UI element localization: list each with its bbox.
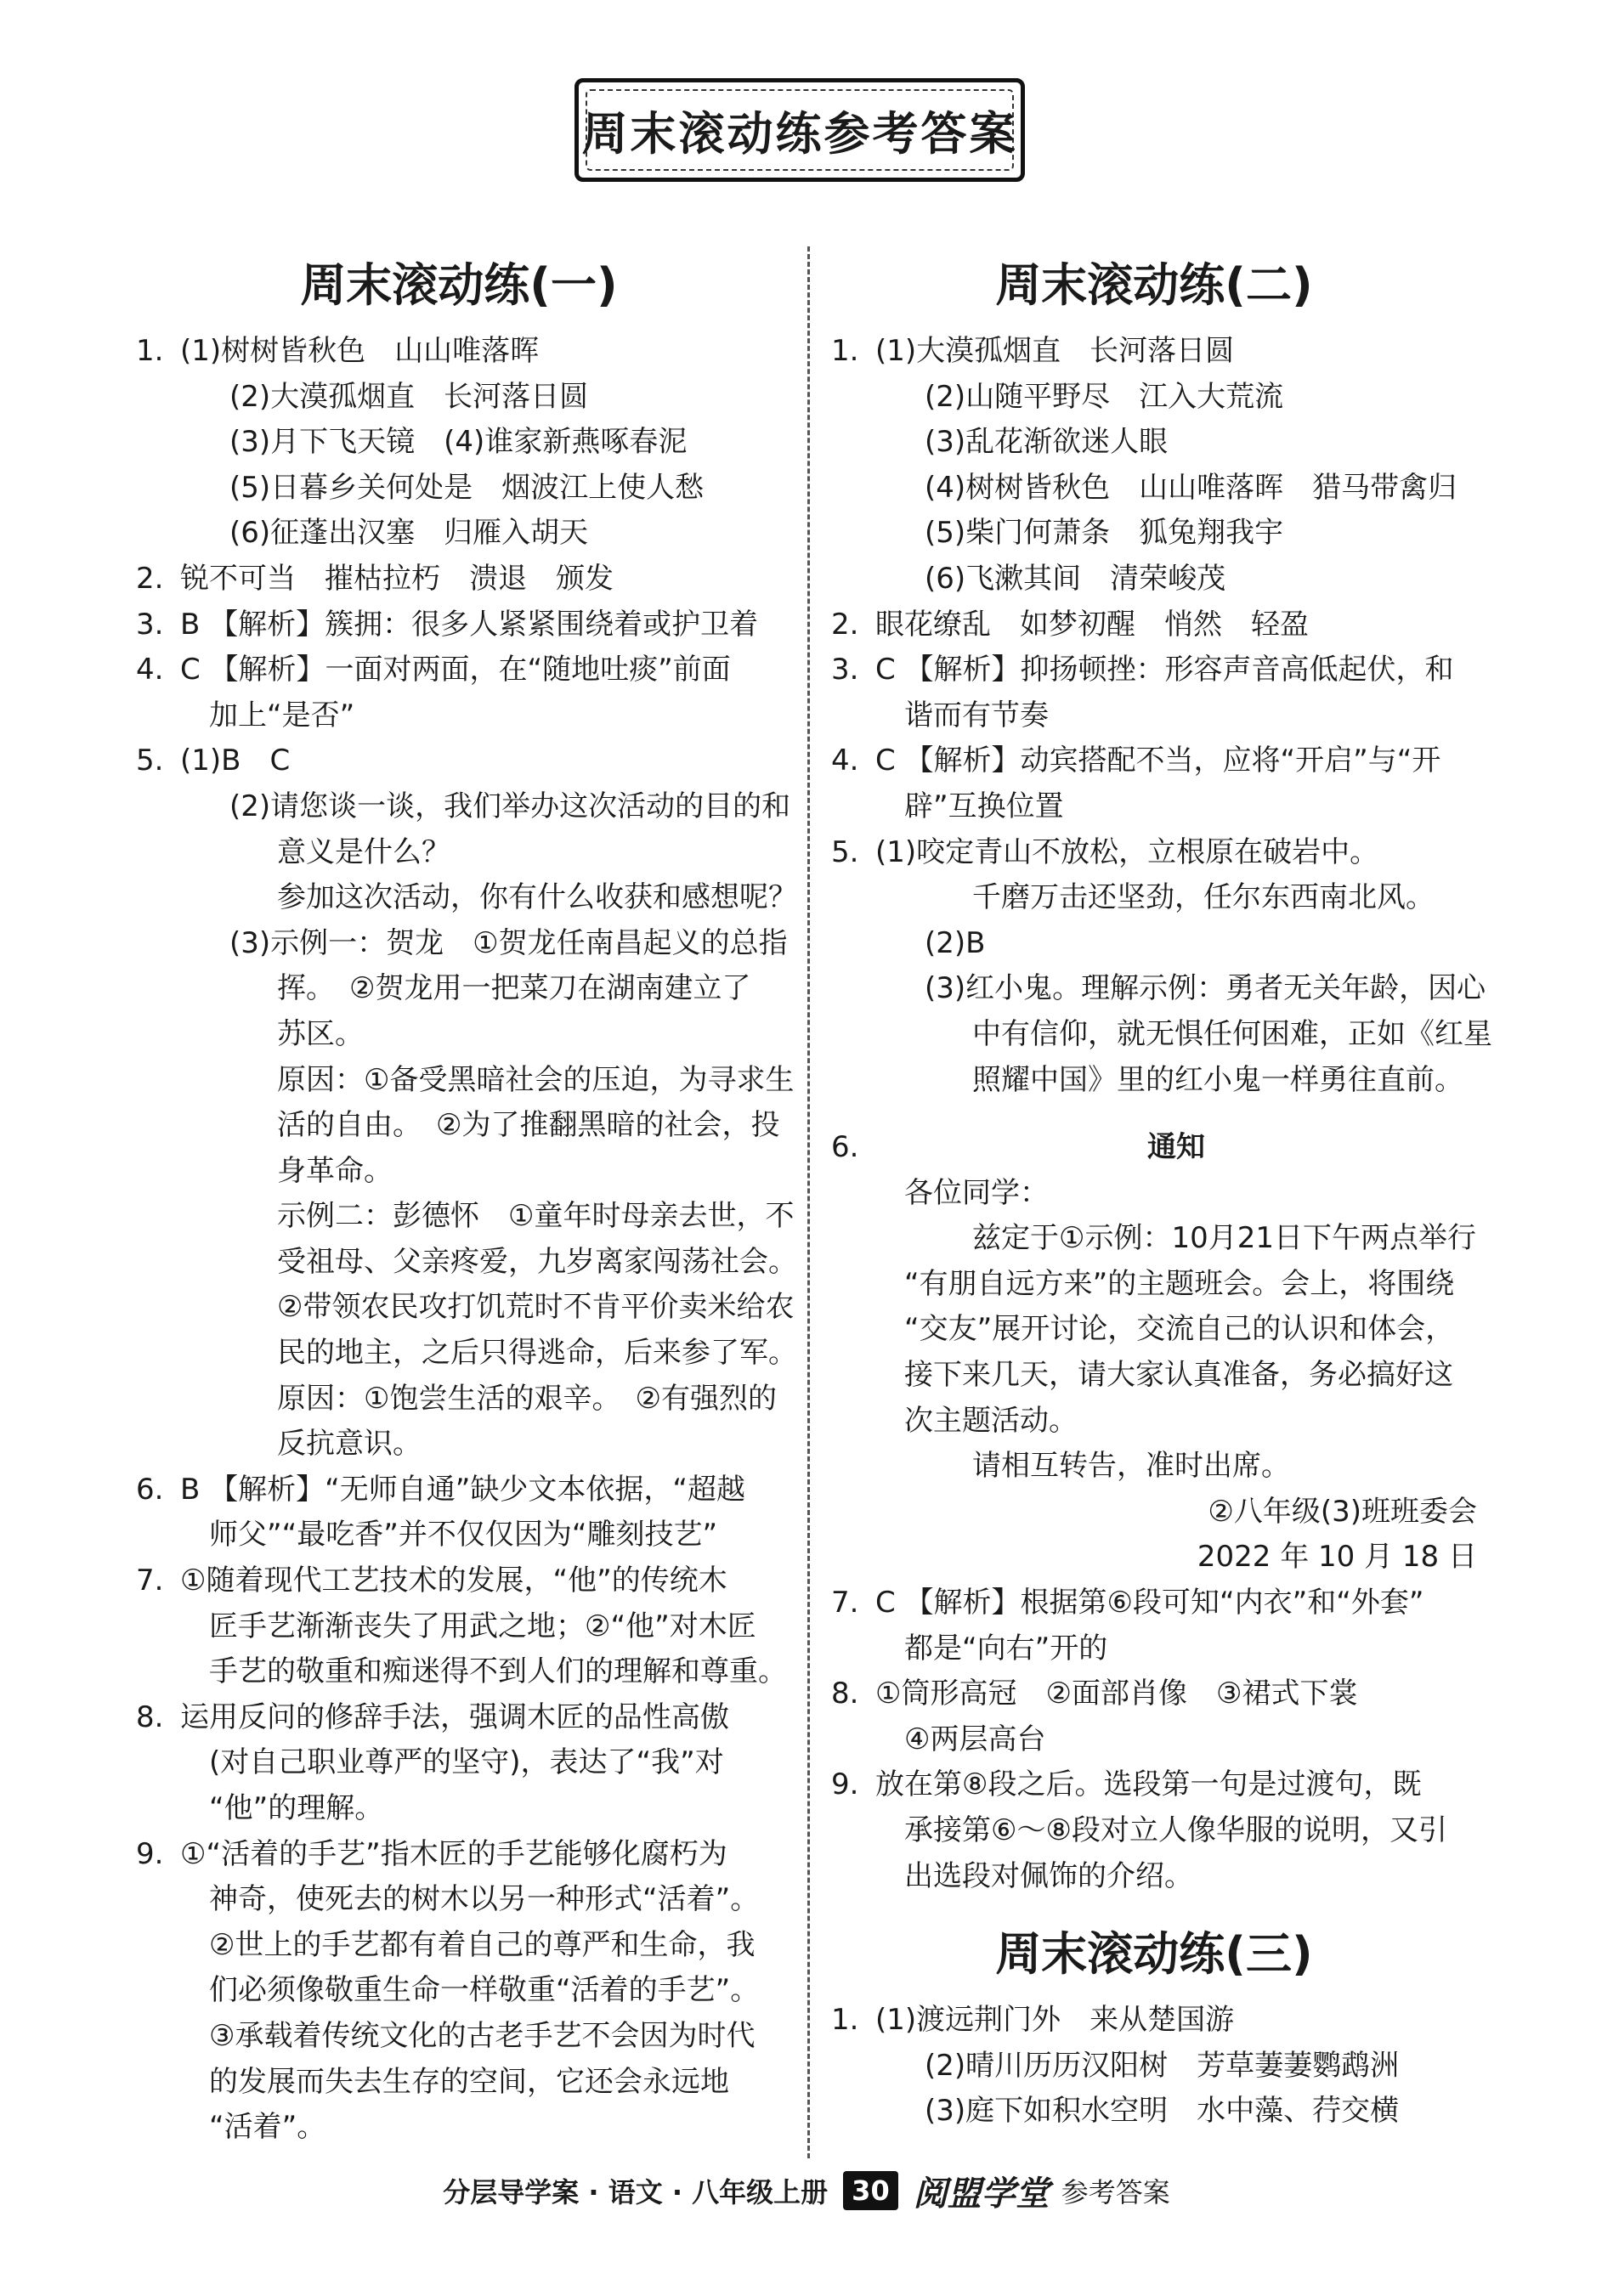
answer-text: (2)大漠孤烟直 长河落日圆 [229, 379, 589, 414]
answer-text: 反抗意识。 [277, 1427, 422, 1462]
answer-text: (3)庭下如积水空明 水中藻、荇交横 [925, 2094, 1400, 2129]
answer-text: (5)日暮乡关何处是 烟波江上使人愁 [229, 470, 705, 505]
question-number: 9. [136, 1836, 164, 1871]
answer-text: “交友”展开讨论，交流自己的认识和体会， [904, 1312, 1455, 1347]
question-number [136, 1786, 180, 1832]
answer-text: 们必须像敬重生命一样敬重“活着的手艺”。 [209, 1973, 760, 2008]
question-number [136, 1649, 180, 1695]
question-number: 5. [136, 744, 164, 778]
answer-text: B 【解析】簇拥：很多人紧紧围绕着或护卫着 [180, 607, 759, 642]
section-3-answers [831, 1998, 1477, 2135]
answer-text: 神奇，使死去的树木以另一种形式“活着”。 [209, 1882, 760, 1917]
answer-text: (6)征蓬出汉塞 归雁入胡天 [229, 516, 589, 551]
answer-line [136, 1422, 782, 1468]
answer-line [831, 830, 1477, 876]
answer-line [136, 420, 782, 466]
answer-text: 运用反问的修辞手法，强调木匠的品性高傲 [180, 1699, 729, 1734]
question-number: 7. [136, 1564, 164, 1598]
question-number [831, 557, 875, 602]
question-number: 1. [136, 334, 164, 368]
banner [574, 78, 1025, 182]
column-divider [807, 246, 810, 2158]
question-number [136, 2060, 180, 2106]
answer-text: 照耀中国》里的红小鬼一样勇往直前。 [972, 1062, 1463, 1097]
answer-line [831, 2044, 1477, 2090]
question-number [831, 784, 875, 830]
footer-answer-label: 参考答案 [1061, 2176, 1170, 2208]
question-number: 5. [831, 834, 859, 869]
question-number [136, 1604, 180, 1650]
question-number [831, 2044, 875, 2090]
section-title-3: 周末滚动练(三) [995, 1927, 1313, 1982]
answer-text: (1)咬定青山不放松，立根原在破岩中。 [875, 834, 1379, 869]
answer-line [136, 2014, 782, 2060]
answer-line [136, 693, 782, 739]
question-number [831, 693, 875, 739]
question-number [831, 1307, 875, 1353]
answer-line [831, 2089, 1477, 2135]
question-number [831, 466, 875, 512]
answer-line [136, 1149, 782, 1195]
answer-text: ④两层高台 [904, 1722, 1046, 1756]
answer-line [831, 1626, 1477, 1672]
answer-text: “活着”。 [209, 2110, 326, 2145]
question-number: 4. [831, 744, 859, 778]
answer-line [831, 1762, 1477, 1808]
question-number [136, 1285, 180, 1331]
question-number [136, 1968, 180, 2014]
question-number [831, 1353, 875, 1399]
question-number [136, 2105, 180, 2151]
question-number [136, 693, 180, 739]
answer-line [136, 1240, 797, 1286]
question-number [831, 1717, 875, 1763]
answer-line [136, 1377, 782, 1422]
answer-text: (2)请您谈一谈，我们举办这次活动的目的和 [229, 789, 791, 823]
question-number [831, 1058, 875, 1104]
question-number: 2. [831, 607, 859, 642]
answer-line [136, 648, 782, 693]
answer-line [136, 511, 782, 557]
answer-line [831, 1717, 1477, 1763]
question-number [831, 375, 875, 421]
answer-line [136, 466, 782, 512]
answer-line [831, 466, 1477, 512]
answer-line [831, 738, 1477, 784]
answer-text: 谐而有节奏 [904, 698, 1049, 732]
answer-text: (1)渡远荆门外 来从楚国游 [875, 2003, 1235, 2038]
answer-line [136, 602, 782, 648]
question-number [136, 2014, 180, 2060]
answer-line [831, 693, 1477, 739]
question-number [136, 1877, 180, 1923]
answer-line [136, 1468, 782, 1513]
answer-line [831, 1671, 1477, 1717]
answer-text: 民的地主，之后只得逃命，后来参了军。 [277, 1336, 797, 1371]
question-number [136, 921, 180, 967]
answer-line [136, 1923, 782, 1969]
question-number [831, 1854, 875, 1900]
answer-line [831, 1444, 1477, 1490]
answer-text: 加上“是否” [209, 698, 355, 732]
answer-text: “他”的理解。 [209, 1791, 384, 1825]
answer-line [136, 830, 782, 876]
answer-text: (2)晴川历历汉阳树 芳草萋萋鹦鹉洲 [925, 2048, 1400, 2083]
question-number: 3. [136, 607, 164, 642]
question-number [831, 511, 875, 557]
answer-text: 中有信仰，就无惧任何困难，正如《红星 [972, 1016, 1492, 1051]
answer-line [136, 784, 791, 830]
answer-line [136, 1194, 795, 1240]
answer-line [831, 875, 1477, 921]
question-number [831, 1012, 875, 1058]
answer-text: 锐不可当 摧枯拉朽 溃退 颁发 [180, 561, 614, 596]
question-number: 8. [831, 1677, 859, 1711]
banner-title: 周末滚动练参考答案 [581, 106, 1018, 161]
question-number [831, 921, 875, 967]
answer-text: (6)飞漱其间 清荣峻茂 [925, 561, 1226, 596]
answer-line [136, 329, 782, 375]
answer-line [831, 1581, 1477, 1626]
answer-text: (3)乱花渐欲迷人眼 [925, 425, 1169, 460]
answer-line [831, 1125, 1477, 1171]
question-number [831, 1171, 875, 1217]
answer-line [136, 1331, 797, 1377]
question-number [136, 1103, 180, 1149]
answer-text: 参加这次活动，你有什么收获和感想呢？ [277, 880, 797, 915]
question-number [136, 1740, 180, 1786]
section-title-1: 周末滚动练(一) [300, 258, 618, 312]
answer-text: ③承载着传统文化的古老手艺不会因为时代 [209, 2018, 756, 2053]
answer-line [136, 1877, 782, 1923]
answer-line [831, 511, 1477, 557]
question-number [136, 1923, 180, 1969]
answer-line [831, 1808, 1477, 1854]
brand-logo-text: 阅盟学堂 [913, 2174, 1050, 2214]
answer-line [831, 966, 1486, 1012]
answer-line [831, 784, 1477, 830]
answer-line [831, 602, 1477, 648]
answer-text: 师父”“最吃香”并不仅仅因为“雕刻技艺” [209, 1518, 718, 1552]
section-title-2: 周末滚动练(二) [995, 258, 1313, 312]
question-number [831, 1444, 875, 1490]
answer-line [831, 1535, 1477, 1581]
answer-line [136, 557, 782, 602]
answer-text: 2022 年 10 月 18 日 [1197, 1540, 1477, 1575]
answer-line [136, 375, 782, 421]
question-number [136, 830, 180, 876]
answer-text: 出选段对佩饰的介绍。 [904, 1858, 1193, 1893]
answer-text: 都是“向右”开的 [904, 1631, 1108, 1665]
answer-line [831, 1399, 1477, 1445]
answer-text: 各位同学： [904, 1175, 1049, 1210]
answer-line [831, 420, 1477, 466]
answer-text: C 【解析】一面对两面，在“随地吐痰”前面 [180, 653, 731, 687]
question-number [136, 1240, 180, 1286]
answer-text: ②带领农民攻打饥荒时不肯平价卖米给农 [277, 1290, 795, 1325]
spacer [831, 1103, 1477, 1125]
question-number: 1. [831, 2003, 859, 2038]
question-number [831, 420, 875, 466]
answer-line [831, 1262, 1477, 1308]
answer-text: 放在第⑧段之后。选段第一句是过渡句，既 [875, 1767, 1422, 1802]
question-number: 3. [831, 653, 859, 687]
answer-text: (3)红小鬼。理解示例：勇者无关年龄，因心 [925, 971, 1486, 1006]
answer-text: 原因：①备受黑暗社会的压迫，为寻求生 [277, 1062, 795, 1097]
answer-line [831, 1353, 1477, 1399]
answer-text: 兹定于①示例：10月21日下午两点举行 [972, 1221, 1477, 1256]
answer-line [136, 921, 788, 967]
answer-text: C 【解析】根据第⑥段可知“内衣”和“外套” [875, 1586, 1424, 1620]
answer-text: (4)树树皆秋色 山山唯落晖 猎马带禽归 [925, 470, 1457, 505]
question-number [136, 1012, 180, 1058]
answer-line [831, 1854, 1477, 1900]
answer-line [831, 1012, 1492, 1058]
question-number [136, 1058, 180, 1104]
answer-line [831, 1307, 1477, 1353]
answer-line [136, 1695, 782, 1741]
question-number: 6. [831, 1130, 859, 1165]
answer-text: (3)示例一：贺龙 ①贺龙任南昌起义的总指 [229, 925, 788, 960]
question-number [831, 1535, 875, 1581]
answer-line [136, 1968, 782, 2014]
answer-text: 千磨万击还坚劲，任尔东西南北风。 [972, 880, 1435, 915]
answer-text: 次主题活动。 [904, 1403, 1078, 1438]
answer-line [831, 1171, 1477, 1217]
footer-book-title: 分层导学案 · 语文 · 八年级上册 [443, 2176, 829, 2208]
answer-text: ①筒形高冠 ②面部肖像 ③裙式下裳 [875, 1677, 1358, 1711]
page-number: 30 [843, 2171, 898, 2210]
answer-line [831, 1490, 1477, 1535]
answer-line [136, 1058, 795, 1104]
question-number [136, 1422, 180, 1468]
question-number [831, 966, 875, 1012]
question-number [136, 784, 180, 830]
answer-text: 接下来几天，请大家认真准备，务必搞好这 [904, 1358, 1453, 1393]
answer-text: 手艺的敬重和痴迷得不到人们的理解和尊重。 [209, 1654, 787, 1689]
question-number [831, 1262, 875, 1308]
question-number [136, 1377, 180, 1422]
answer-text: 的发展而失去生存的空间，它还会永远地 [209, 2064, 729, 2099]
question-number [136, 1149, 180, 1195]
answer-line [136, 2105, 782, 2151]
answer-text: 示例二：彭德怀 ①童年时母亲去世，不 [277, 1199, 795, 1234]
answer-line [136, 1649, 787, 1695]
answer-text: 原因：①饱尝生活的艰辛。 ②有强烈的 [277, 1381, 777, 1416]
answer-line [136, 1740, 782, 1786]
answer-text: (2)B [925, 925, 986, 960]
answer-line [136, 738, 782, 784]
question-number [831, 1808, 875, 1854]
question-number [831, 1626, 875, 1672]
page-footer [0, 2165, 1613, 2216]
answer-line [136, 1558, 782, 1604]
answer-line [136, 1012, 782, 1058]
answer-text: 请相互转告，准时出席。 [972, 1449, 1290, 1484]
question-number [136, 966, 180, 1012]
answer-text: 承接第⑥～⑧段对立人像华服的说明，又引 [904, 1813, 1447, 1847]
answer-text: ②八年级(3)班班委会 [1208, 1494, 1477, 1529]
answer-text: (2)山随平野尽 江入大荒流 [925, 379, 1284, 414]
answer-line [831, 329, 1477, 375]
section-1-answers [136, 329, 797, 2151]
answer-line [136, 1103, 782, 1149]
answer-line [831, 1058, 1477, 1104]
answer-text: 身革命。 [277, 1153, 393, 1188]
question-number: 8. [136, 1699, 164, 1734]
answer-line [831, 921, 1477, 967]
question-number [136, 420, 180, 466]
answer-line [831, 557, 1477, 602]
question-number: 9. [831, 1767, 859, 1802]
answer-text: ①随着现代工艺技术的发展，“他”的传统木 [180, 1564, 727, 1598]
answer-line [136, 1786, 782, 1832]
question-number [831, 875, 875, 921]
right-column [831, 251, 1492, 2135]
question-number [831, 1490, 875, 1535]
answer-line [136, 966, 782, 1012]
answer-text: ①“活着的手艺”指木匠的手艺能够化腐朽为 [180, 1836, 727, 1871]
left-column [136, 251, 797, 2151]
question-number [136, 875, 180, 921]
answer-text: (1)树树皆秋色 山山唯落晖 [180, 334, 540, 368]
answer-text: C 【解析】抑扬顿挫：形容声音高低起伏，和 [875, 653, 1454, 687]
answer-text: ②世上的手艺都有着自己的尊严和生命，我 [209, 1927, 756, 1962]
answer-text: C 【解析】动宾搭配不当，应将“开启”与“开 [875, 744, 1441, 778]
question-number [136, 1194, 180, 1240]
question-number: 6. [136, 1472, 164, 1507]
answer-line [831, 375, 1477, 421]
answer-text: (对自己职业尊严的坚守)，表达了“我”对 [209, 1745, 724, 1780]
answer-text: 苏区。 [277, 1016, 364, 1051]
answer-text: 通知 [1147, 1130, 1205, 1165]
question-number: 2. [136, 561, 164, 596]
answer-text: 眼花缭乱 如梦初醒 悄然 轻盈 [875, 607, 1309, 642]
question-number: 7. [831, 1586, 859, 1620]
answer-line [831, 648, 1477, 693]
answer-text: 受祖母、父亲疼爱，九岁离家闯荡社会。 [277, 1244, 797, 1279]
answer-line [831, 1998, 1477, 2044]
answer-text: (1)B C [180, 744, 291, 778]
section-2-answers [831, 329, 1492, 1899]
answer-line [136, 1832, 782, 1878]
answer-line [831, 1216, 1477, 1262]
answer-text: B 【解析】“无师自通”缺少文本依据，“超越 [180, 1472, 745, 1507]
question-number [136, 511, 180, 557]
answer-text: 匠手艺渐渐丧失了用武之地；②“他”对木匠 [209, 1609, 756, 1643]
answer-text: (1)大漠孤烟直 长河落日圆 [875, 334, 1235, 368]
answer-line [136, 1513, 782, 1558]
question-number [136, 1513, 180, 1558]
answer-text: (3)月下飞天镜 (4)谁家新燕啄春泥 [229, 425, 688, 460]
answer-text: 辟”互换位置 [904, 789, 1064, 823]
answer-text: 挥。 ②贺龙用一把菜刀在湖南建立了 [277, 971, 751, 1006]
question-number: 4. [136, 653, 164, 687]
answer-text: (5)柴门何萧条 狐兔翔我宇 [925, 516, 1284, 551]
answer-text: 意义是什么？ [277, 834, 450, 869]
answer-text: “有朋自远方来”的主题班会。会上，将围绕 [904, 1266, 1455, 1301]
question-number: 1. [831, 334, 859, 368]
answer-text: 活的自由。 ②为了推翻黑暗的社会，投 [277, 1108, 780, 1143]
question-number [136, 466, 180, 512]
question-number [831, 2089, 875, 2135]
answer-line [136, 2060, 782, 2106]
answer-line [136, 875, 797, 921]
answer-line [136, 1604, 782, 1650]
question-number [136, 1331, 180, 1377]
answer-line [136, 1285, 795, 1331]
question-number [831, 1399, 875, 1445]
question-number [831, 1216, 875, 1262]
question-number [136, 375, 180, 421]
